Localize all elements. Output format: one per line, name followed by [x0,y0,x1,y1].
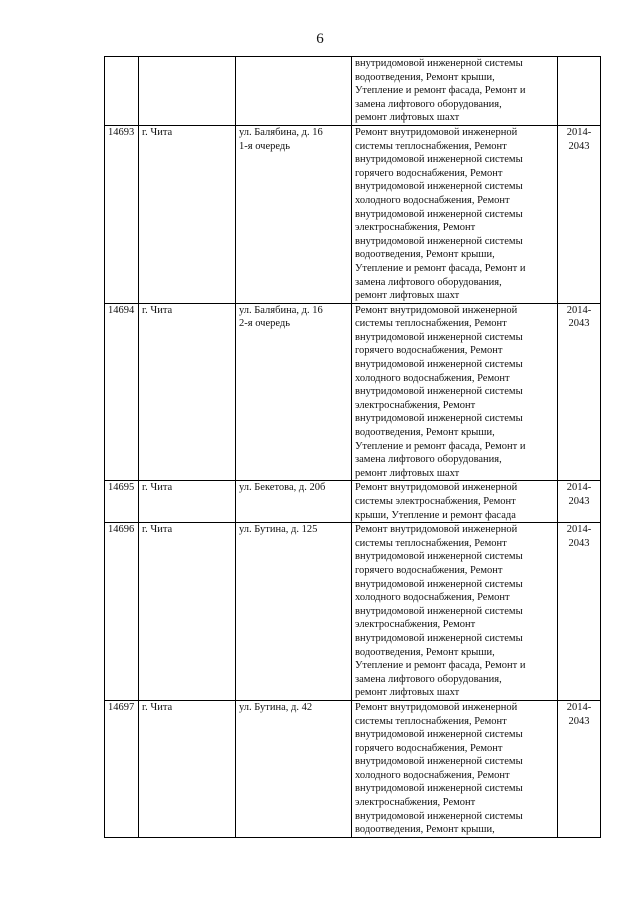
works-line: внутридомовой инженерной системы [355,331,523,343]
page-number: 6 [316,31,324,47]
period-line: 2043 [568,715,590,727]
works-line: холодного водоснабжения, Ремонт [355,194,510,206]
works-line: ремонт лифтовых шахт [355,467,460,479]
object-number-cell: 14693 [105,125,139,303]
works-line: электроснабжения, Ремонт [355,399,476,411]
period-cell [558,523,601,701]
period-cell [558,481,601,523]
table-row [105,523,601,701]
works-line: внутридомовой инженерной системы [355,632,523,644]
address-cell [236,57,352,126]
period-line: 2043 [568,537,590,549]
works-line: замена лифтового оборудования, [355,673,502,685]
works-line: ремонт лифтовых шахт [355,687,460,699]
works-line: холодного водоснабжения, Ремонт [355,372,510,384]
works-line: Ремонт внутридомовой инженерной [355,701,518,713]
housing-repair-table [104,56,601,838]
works-line: водоотведения, Ремонт крыши, [355,824,495,836]
works-line: внутридомовой инженерной системы [355,58,523,69]
works-line: Ремонт внутридомовой инженерной [355,482,518,494]
works-line: внутридомовой инженерной системы [355,235,523,247]
period-cell [558,57,601,126]
works-line: внутридомовой инженерной системы [355,413,523,425]
period-line: 2043 [568,140,590,152]
city-cell: г. Чита [139,125,236,303]
city-cell: г. Чита [139,700,236,837]
works-line: внутридомовой инженерной системы [355,154,523,166]
address-cell [236,700,352,837]
period-line: 2014- [566,126,592,138]
works-line: водоотведения, Ремонт крыши, [355,646,495,658]
works-line: системы теплоснабжения, Ремонт [355,140,507,152]
works-line: горячего водоснабжения, Ремонт [355,167,503,179]
works-line: внутридомовой инженерной системы [355,551,523,563]
period-cell [558,700,601,837]
period-line: 2014- [566,304,592,316]
works-line: Утепление и ремонт фасада, Ремонт и [355,440,526,452]
address-line: ул. Бекетова, д. 20б [239,482,326,494]
period-line: 2043 [568,318,590,330]
period-line: 2043 [568,496,590,507]
address-cell [236,303,352,481]
works-line: электроснабжения, Ремонт [355,797,476,809]
works-line: Ремонт внутридомовой инженерной [355,524,518,536]
city-cell: г. Чита [139,481,236,523]
object-number-cell: 14697 [105,700,139,837]
works-line: внутридомовой инженерной системы [355,208,523,220]
object-number-cell: 14696 [105,523,139,701]
address-line: ул. Балябина, д. 16 [239,304,323,316]
works-line: холодного водоснабжения, Ремонт [355,769,510,781]
works-line: электроснабжения, Ремонт [355,619,476,631]
works-line: системы теплоснабжения, Ремонт [355,537,507,549]
city-cell: г. Чита [139,523,236,701]
object-number-cell [105,57,139,126]
table-row [105,700,601,837]
works-cell [352,700,558,837]
works-line: крыши, Утепление и ремонт фасада [355,509,516,521]
address-line: ул. Балябина, д. 16 [239,126,323,138]
address-line: 1-я очередь [239,140,291,152]
works-line: Ремонт внутридомовой инженерной [355,304,518,316]
address-cell [236,481,352,523]
works-line: ремонт лифтовых шахт [355,290,460,302]
works-cell [352,481,558,523]
works-line: горячего водоснабжения, Ремонт [355,564,503,576]
period-cell [558,125,601,303]
works-line: водоотведения, Ремонт крыши, [355,249,495,261]
works-line: Утепление и ремонт фасада, Ремонт и [355,85,526,97]
works-line: внутридомовой инженерной системы [355,578,523,590]
works-line: электроснабжения, Ремонт [355,222,476,234]
works-line: замена лифтового оборудования, [355,98,502,110]
period-line: 2014- [566,482,592,494]
table-row [105,125,601,303]
works-line: холодного водоснабжения, Ремонт [355,592,510,604]
works-line: внутридомовой инженерной системы [355,605,523,617]
works-line: внутридомовой инженерной системы [355,729,523,741]
works-line: внутридомовой инженерной системы [355,783,523,795]
works-cell [352,125,558,303]
works-line: горячего водоснабжения, Ремонт [355,345,503,357]
works-line: водоотведения, Ремонт крыши, [355,71,495,83]
city-cell [139,57,236,126]
works-line: замена лифтового оборудования, [355,454,502,466]
object-number-cell: 14695 [105,481,139,523]
works-line: водоотведения, Ремонт крыши, [355,427,495,439]
address-cell [236,523,352,701]
works-cell [352,303,558,481]
address-cell [236,125,352,303]
table-row [105,57,601,126]
works-line: системы теплоснабжения, Ремонт [355,715,507,727]
works-line: внутридомовой инженерной системы [355,386,523,398]
works-line: ремонт лифтовых шахт [355,112,460,124]
period-cell [558,303,601,481]
works-line: горячего водоснабжения, Ремонт [355,742,503,754]
object-number-cell: 14694 [105,303,139,481]
table-body [105,57,601,838]
works-line: внутридомовой инженерной системы [355,810,523,822]
works-line: Ремонт внутридомовой инженерной [355,126,518,138]
works-line: системы теплоснабжения, Ремонт [355,318,507,330]
works-line: внутридомовой инженерной системы [355,359,523,371]
works-line: Утепление и ремонт фасада, Ремонт и [355,660,526,672]
period-line: 2014- [566,524,592,536]
works-line: внутридомовой инженерной системы [355,756,523,768]
works-cell [352,57,558,126]
works-line: системы электроснабжения, Ремонт [355,496,516,507]
works-line: внутридомовой инженерной системы [355,181,523,193]
works-cell [352,523,558,701]
table-row [105,303,601,481]
works-line: замена лифтового оборудования, [355,276,502,288]
city-cell: г. Чита [139,303,236,481]
address-line: ул. Бутина, д. 42 [239,701,313,713]
address-line: ул. Бутина, д. 125 [239,524,318,536]
works-line: Утепление и ремонт фасада, Ремонт и [355,262,526,274]
period-line: 2014- [566,701,592,713]
table-row [105,481,601,523]
address-line: 2-я очередь [239,318,291,330]
